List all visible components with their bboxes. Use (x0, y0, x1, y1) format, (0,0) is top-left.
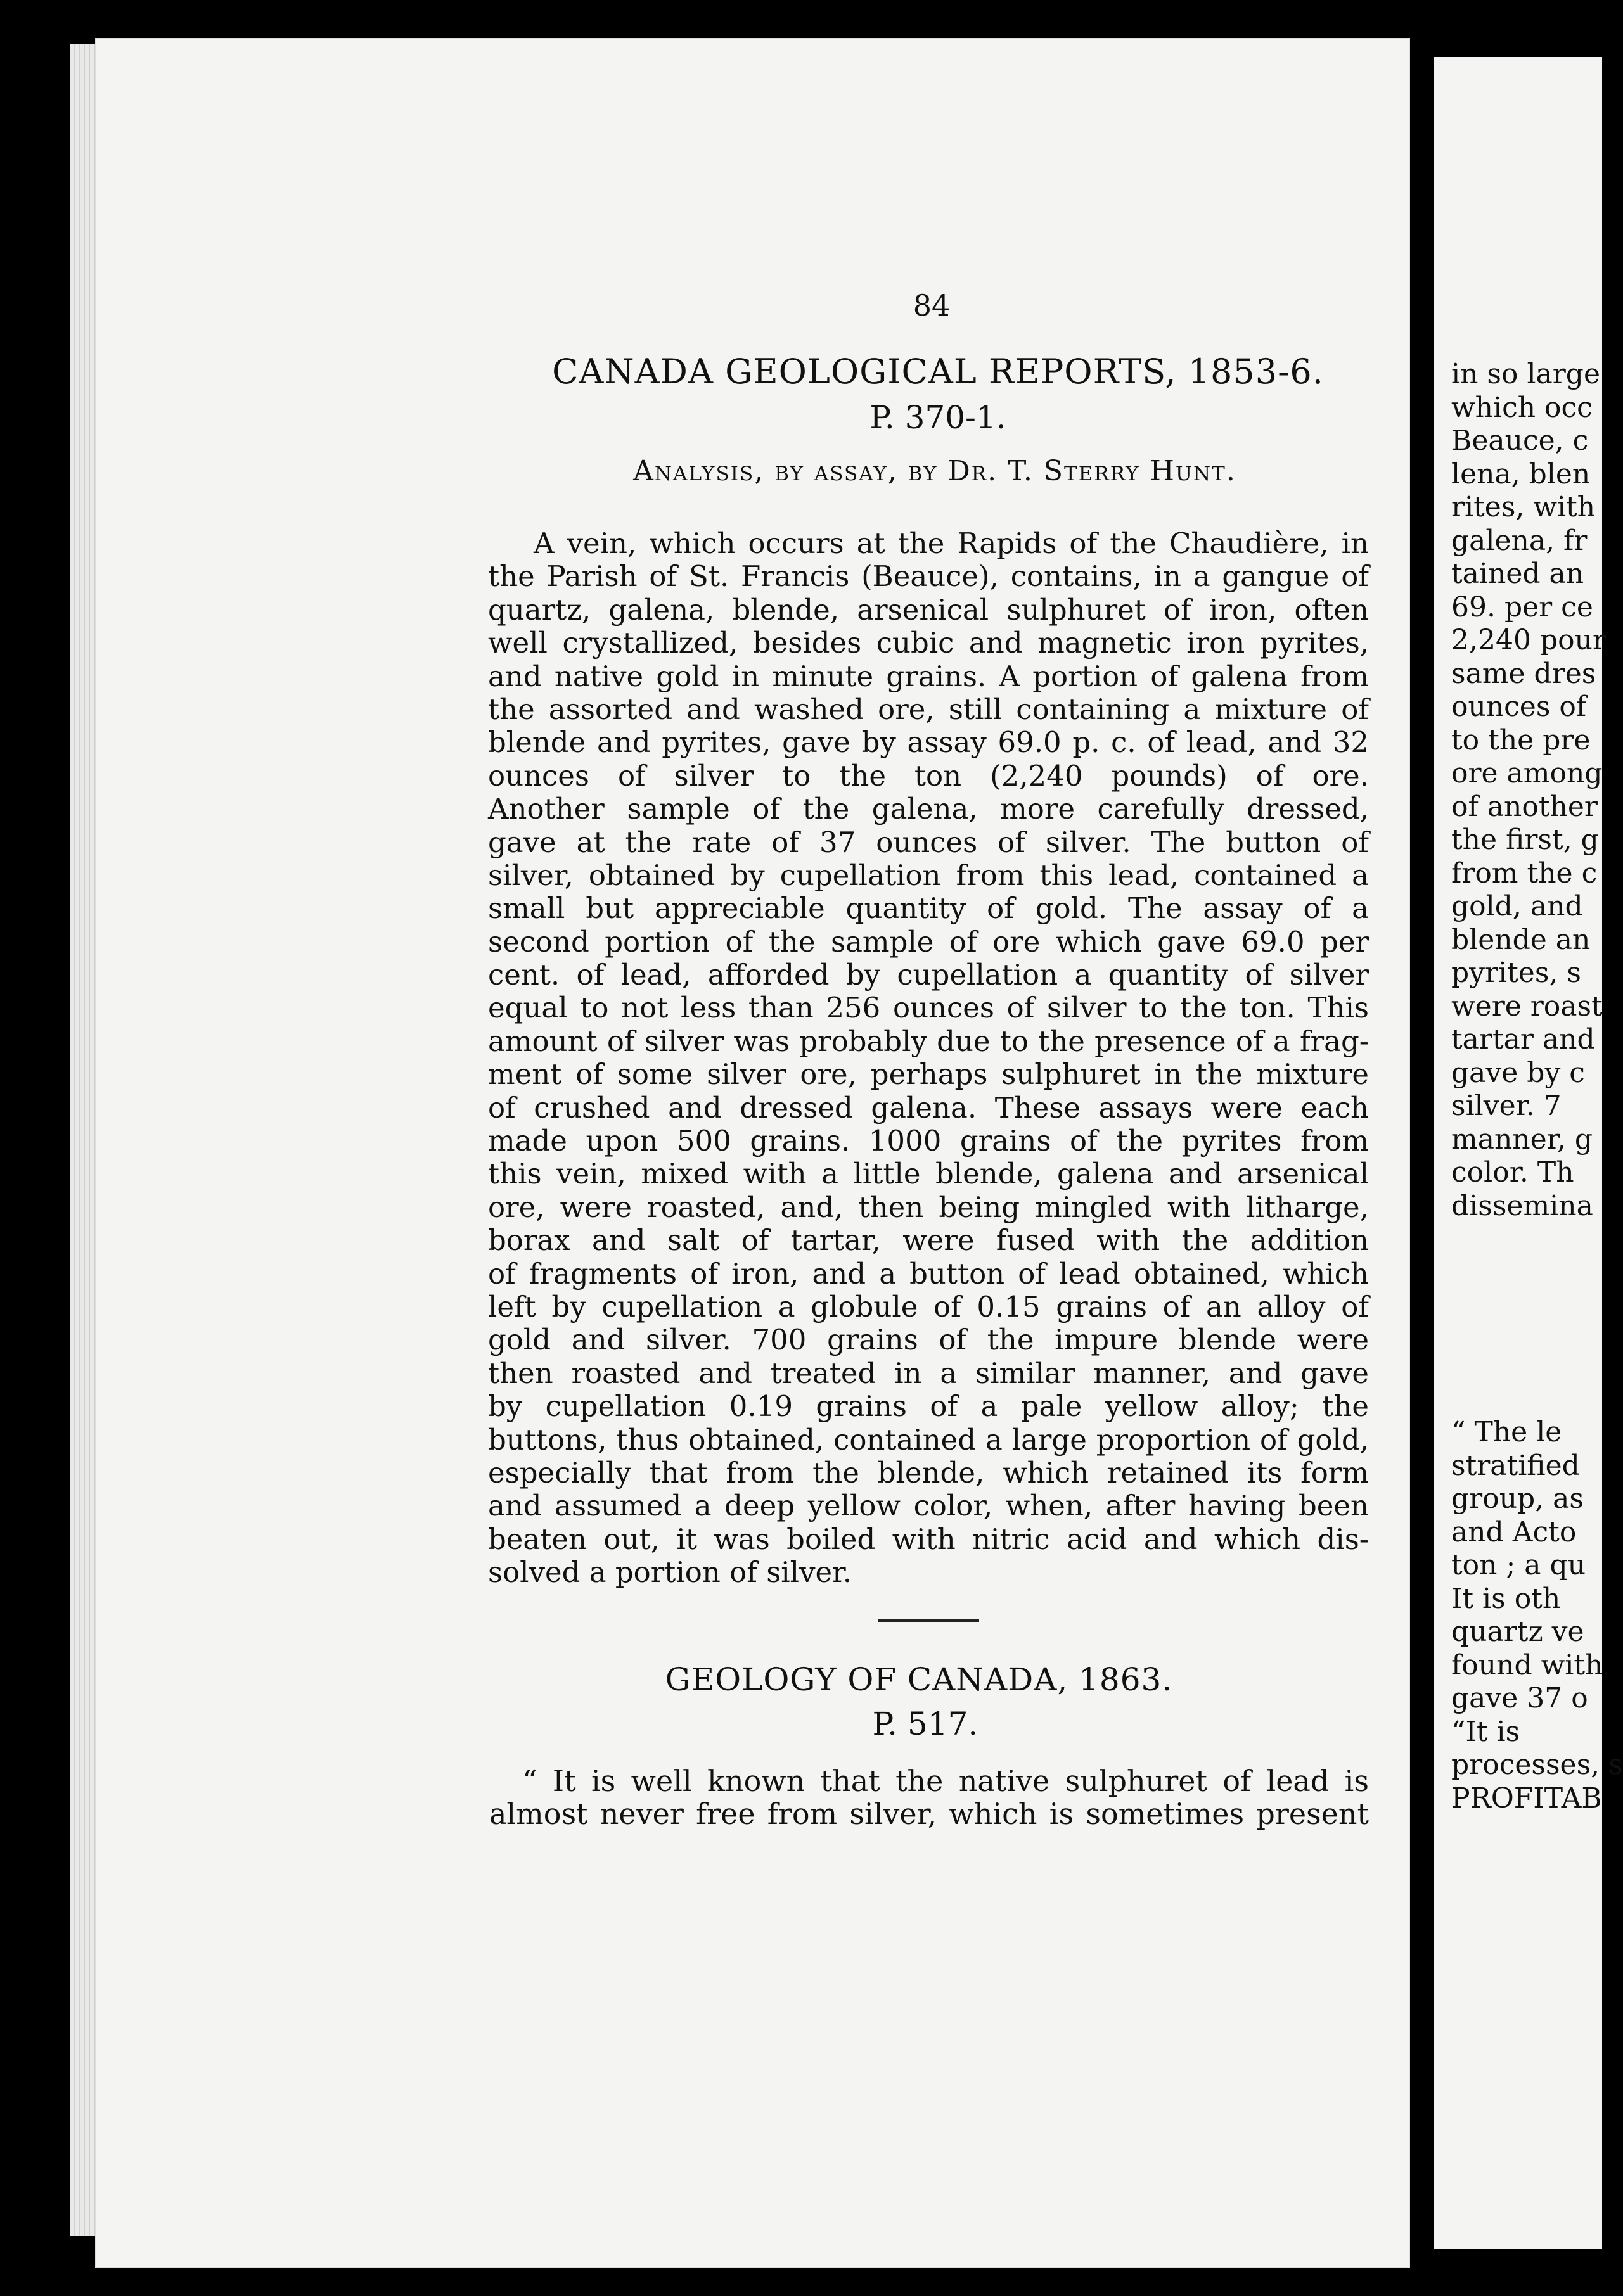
right-page-line: “ The le (1451, 1416, 1562, 1448)
report-title: CANADA GEOLOGICAL REPORTS, 1853-6. (552, 352, 1324, 392)
right-page-line: “It is (1451, 1715, 1520, 1748)
right-page-line: same dres (1451, 657, 1596, 690)
right-page-line: tained an (1451, 558, 1584, 590)
body-line: the assorted and washed ore, still containing a mixture of (488, 692, 1369, 726)
right-page-text-bottom (1451, 1416, 1623, 1815)
right-page-line: gold, and (1451, 890, 1583, 922)
body-line: well crystallized, besides cubic and magnetic iron pyrites, (488, 626, 1369, 660)
right-page-line: to the pre (1451, 724, 1591, 756)
right-page-line: group, as (1451, 1483, 1584, 1515)
right-page-line: which occ (1451, 391, 1593, 424)
body-line: buttons, thus obtained, contained a large proportion of gold, (488, 1422, 1369, 1457)
body-line: ore, were roasted, and, then being mingled with litharge, (488, 1190, 1369, 1224)
body-line: the Parish of St. Francis (Beauce), contains, in a gangue of (488, 559, 1369, 594)
body-line: by cupellation 0.19 grains of a pale yellow alloy; the (488, 1389, 1369, 1424)
body-line: equal to not less than 256 ounces of silver to the ton. This (488, 991, 1369, 1025)
right-page-line: It is oth (1451, 1582, 1561, 1615)
right-page-line: from the c (1451, 857, 1598, 890)
body-line: and native gold in minute grains. A portion of galena from (488, 659, 1369, 693)
body-line: and assumed a deep yellow color, when, after having been (488, 1489, 1369, 1523)
body-line: solved a portion of silver. (488, 1555, 852, 1590)
right-page-line: gave 37 o (1451, 1682, 1588, 1714)
right-page-line: Beauce, c (1451, 424, 1589, 457)
right-page-line: 69. per ce (1451, 590, 1593, 623)
body-paragraph (488, 527, 1369, 1590)
right-page-line: 2,240 pour (1451, 624, 1606, 656)
page-number: 84 (913, 288, 951, 322)
body-line: gave at the rate of 37 ounces of silver. The button of (488, 825, 1369, 859)
right-page-line: dissemina (1451, 1189, 1593, 1222)
body-line: gold and silver. 700 grains of the impure blende were (488, 1323, 1369, 1357)
right-page-line: of another (1451, 790, 1598, 823)
body-line: small but appreciable quantity of gold. The assay of a (488, 891, 1369, 926)
right-page-line: processes, s (1451, 1749, 1623, 1781)
body-line: borax and salt of tartar, were fused with the addition (488, 1223, 1369, 1258)
body-line: especially that from the blende, which retained its form (488, 1455, 1369, 1489)
body-line: made upon 500 grains. 1000 grains of the pyrites from (488, 1124, 1369, 1158)
right-page-line: the first, g (1451, 824, 1599, 856)
right-page-line: galena, fr (1451, 524, 1588, 557)
quote-line: almost never free from silver, which is sometimes present (489, 1797, 1369, 1831)
body-line: silver, obtained by cupellation from this lead, contained a (488, 858, 1369, 892)
right-page-line: in so large (1451, 358, 1600, 390)
right-page-line: blende an (1451, 923, 1591, 956)
right-page-line: tartar and (1451, 1023, 1595, 1056)
body-line: Another sample of the galena, more carefully dressed, (488, 792, 1369, 826)
report-page-ref: P. 370-1. (869, 399, 1006, 436)
right-page-line: gave by c (1451, 1056, 1585, 1089)
body-line: this vein, mixed with a little blende, galena and arsenical (488, 1157, 1369, 1191)
quote-line: “ It is well known that the native sulphuret of lead is (522, 1764, 1369, 1798)
right-page-text-top (1451, 358, 1606, 1223)
body-line: of crushed and dressed galena. These assays were each (488, 1090, 1369, 1125)
body-line: quartz, galena, blende, arsenical sulphuret of iron, often (488, 592, 1369, 627)
right-page-line: color. Th (1451, 1156, 1574, 1189)
body-line: amount of silver was probably due to the presence of a frag- (488, 1024, 1369, 1058)
quote-paragraph (489, 1764, 1369, 1830)
right-page-line: rites, with (1451, 491, 1596, 523)
right-page-line: lena, blen (1451, 457, 1591, 490)
geology-page-ref: P. 517. (872, 1706, 978, 1742)
right-page-line: ore among (1451, 757, 1603, 789)
body-line: ounces of silver to the ton (2,240 pounds) of ore. (488, 758, 1369, 793)
right-page-line: stratified (1451, 1449, 1580, 1482)
right-page-line: and Acto (1451, 1515, 1577, 1548)
right-page-line: manner, g (1451, 1123, 1593, 1156)
right-page-line: were roast (1451, 990, 1603, 1023)
analysis-heading: Analysis, by assay, by Dr. T. Sterry Hunt. (633, 455, 1236, 487)
body-line: cent. of lead, afforded by cupellation a quantity of silver (488, 958, 1369, 992)
body-line: of fragments of iron, and a button of lead obtained, which (488, 1256, 1369, 1291)
body-line: blende and pyrites, gave by assay 69.0 p. c. of lead, and 32 (488, 725, 1369, 760)
right-page-line: silver. 7 (1451, 1090, 1562, 1122)
body-line: beaten out, it was boiled with nitric acid and which dis- (488, 1522, 1369, 1556)
right-page-line: quartz ve (1451, 1616, 1584, 1648)
right-page-line: PROFITAB (1451, 1782, 1602, 1814)
body-line: then roasted and treated in a similar manner, and gave (488, 1356, 1369, 1390)
right-page-line: ton ; a qu (1451, 1549, 1586, 1581)
right-page-line: found with (1451, 1649, 1603, 1681)
body-line: left by cupellation a globule of 0.15 grains of an alloy of (488, 1289, 1369, 1323)
body-line: ment of some silver ore, perhaps sulphuret in the mixture (488, 1057, 1369, 1092)
right-page-line: pyrites, s (1451, 957, 1581, 989)
section-divider (878, 1619, 979, 1622)
body-line: A vein, which occurs at the Rapids of the Chaudière, in (534, 526, 1369, 560)
geology-title: GEOLOGY OF CANADA, 1863. (665, 1661, 1173, 1698)
right-page-line: ounces of (1451, 691, 1587, 723)
body-line: second portion of the sample of ore which gave 69.0 per (488, 924, 1369, 959)
